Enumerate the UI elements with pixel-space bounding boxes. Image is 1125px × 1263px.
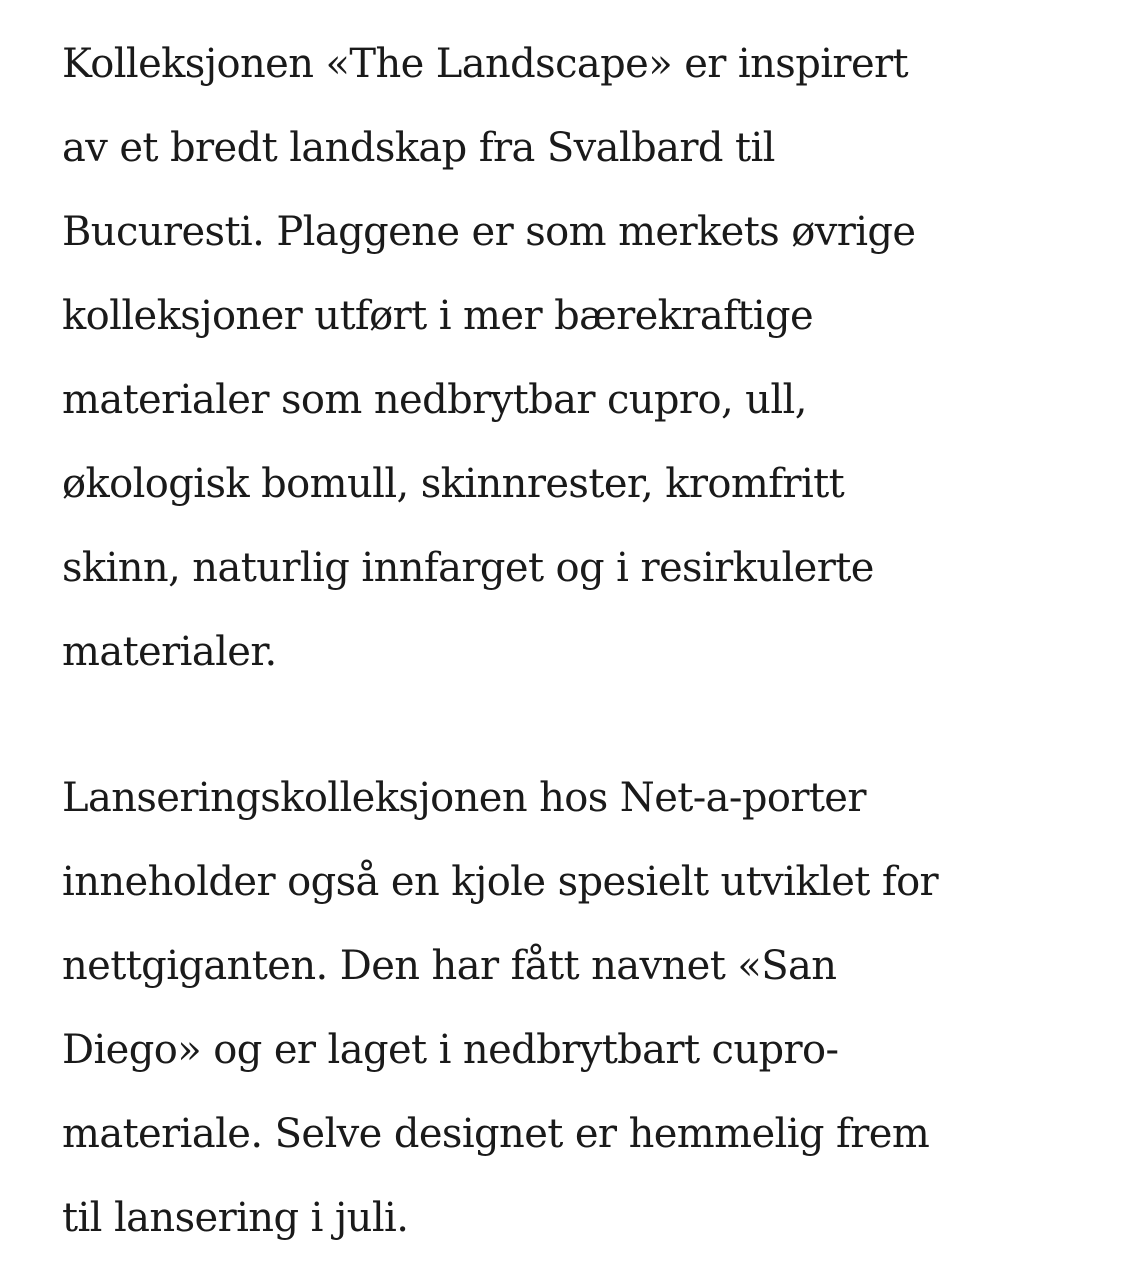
text-line: skinn, naturlig innfarget og i resirkulerte: [62, 545, 874, 591]
text-line: kolleksjoner utført i mer bærekraftige: [62, 293, 814, 339]
text-line: Lanseringskolleksjonen hos Net-a-porter: [62, 775, 866, 821]
text-line: nettgiganten. Den har fått navnet «San: [62, 943, 837, 989]
text-line: økologisk bomull, skinnrester, kromfritt: [62, 461, 845, 507]
text-line: til lansering i juli.: [62, 1195, 409, 1241]
text-line: av et bredt landskap fra Svalbard til: [62, 125, 775, 171]
text-line: Diego» og er laget i nedbrytbart cupro-: [62, 1027, 839, 1073]
paragraph-spacer: [62, 694, 1062, 756]
text-line: inneholder også en kjole spesielt utviklet for: [62, 859, 939, 905]
text-line: Bucuresti. Plaggene er som merkets øvrige: [62, 209, 916, 255]
text-line: materialer som nedbrytbar cupro, ull,: [62, 377, 807, 423]
text-line: materiale. Selve designet er hemmelig frem: [62, 1111, 930, 1157]
paragraph-collection: [62, 22, 1062, 694]
paragraph-launch: [62, 756, 1062, 1260]
text-line: materialer.: [62, 629, 277, 675]
text-line: Kolleksjonen «The Landscape» er inspirert: [62, 41, 909, 87]
article-body: [62, 22, 1062, 1260]
